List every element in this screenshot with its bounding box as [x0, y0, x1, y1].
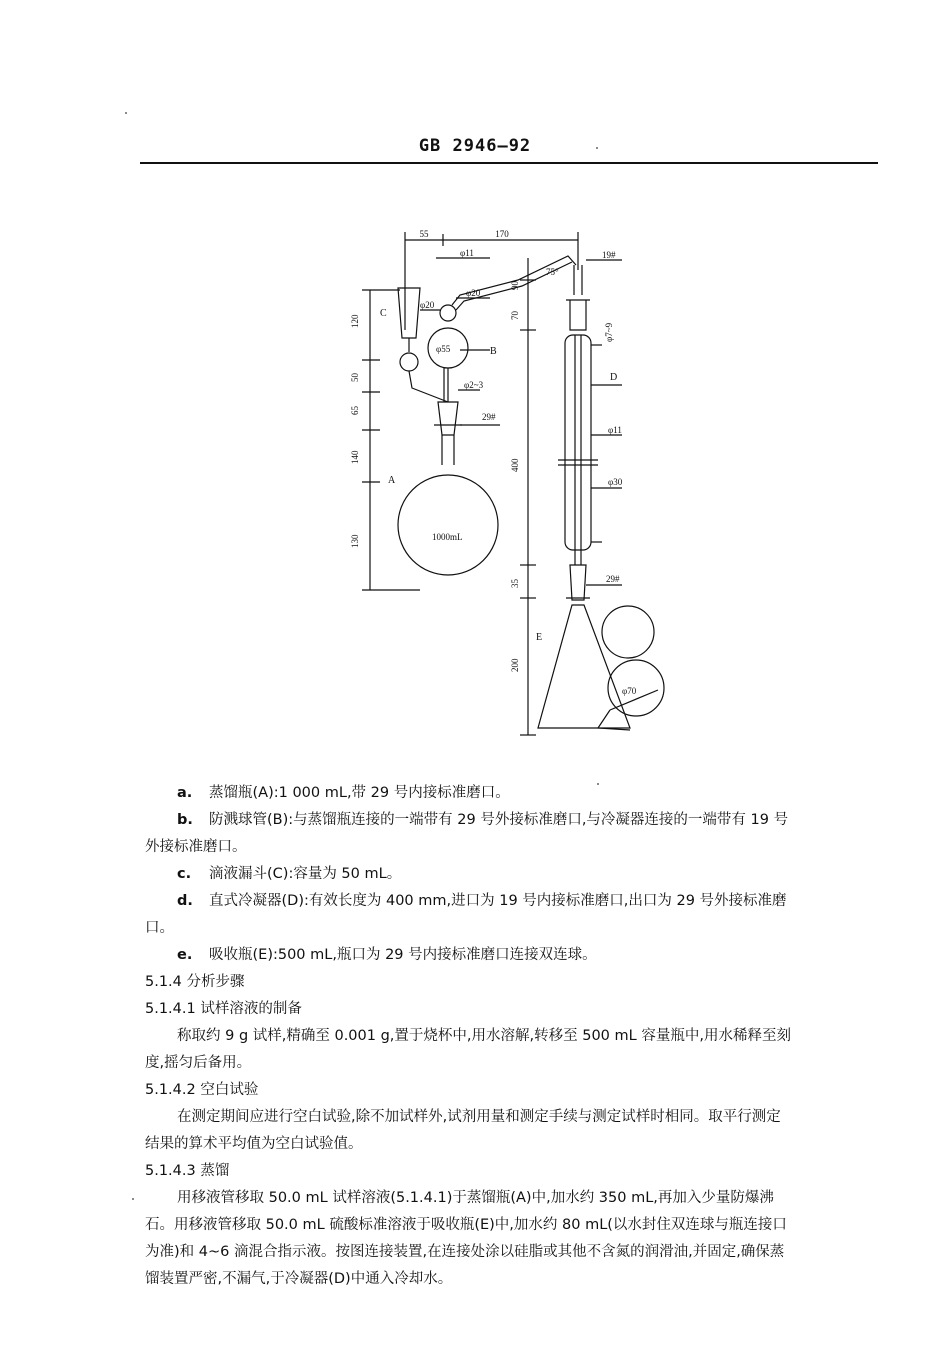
dim-55: 55	[419, 229, 429, 239]
list-item-d-cont: 口。	[145, 920, 174, 936]
distillation-apparatus-figure	[340, 220, 670, 760]
label-phi70: φ70	[622, 686, 637, 696]
dim-70: 70	[510, 311, 520, 320]
label-phi11-side: φ11	[608, 425, 622, 435]
paragraph-line: 为准)和 4~6 滴混合指示液。按图连接装置,在连接处涂以硅脂或其他不含氮的润滑油,并固定,确保蒸	[145, 1244, 785, 1260]
label-phi30: φ30	[608, 477, 623, 487]
paragraph-line: 用移液管移取 50.0 mL 试样溶液(5.1.4.1)于蒸馏瓶(A)中,加水约 350 mL,再加入少量防爆沸	[177, 1190, 774, 1206]
dim-170: 170	[495, 229, 509, 239]
dim-200: 200	[510, 658, 520, 672]
list-item-b: b. 防溅球管(B):与蒸馏瓶连接的一端带有 29 号外接标准磨口,与冷凝器连接的一端带有 19 号	[177, 812, 789, 828]
scan-speck	[132, 1198, 134, 1200]
label-phi7-9: φ7~9	[604, 322, 614, 342]
label-B: B	[490, 346, 497, 357]
dim-130: 130	[350, 534, 360, 548]
label-29-a: 29#	[482, 412, 496, 422]
dim-140: 140	[350, 450, 360, 464]
paragraph-line: 馏装置严密,不漏气,于冷凝器(D)中通入冷却水。	[145, 1271, 453, 1287]
dim-65: 65	[350, 406, 360, 415]
label-phi20-a: φ20	[420, 300, 435, 310]
paragraph-line: 度,摇匀后备用。	[145, 1055, 252, 1071]
list-item-e: e. 吸收瓶(E):500 mL,瓶口为 29 号内接标准磨口连接双连球。	[177, 947, 597, 963]
paragraph-line: 在测定期间应进行空白试验,除不加试样外,试剂用量和测定手续与测定试样时相同。取平行测定	[177, 1109, 781, 1125]
label-19: 19#	[602, 250, 616, 260]
label-A: A	[388, 475, 396, 486]
header-rule	[140, 162, 878, 164]
section-heading-5-1-4-3: 5.1.4.3 蒸馏	[145, 1163, 230, 1179]
dim-90: 90	[510, 281, 520, 290]
label-C: C	[380, 308, 387, 319]
dim-120: 120	[350, 314, 360, 328]
label-75: 75°	[546, 267, 559, 277]
paragraph-line: 结果的算术平均值为空白试验值。	[145, 1136, 363, 1152]
section-heading-5-1-4-2: 5.1.4.2 空白试验	[145, 1082, 259, 1098]
label-phi20-b: φ20	[466, 288, 481, 298]
dim-400: 400	[510, 458, 520, 472]
list-item-d: d. 直式冷凝器(D):有效长度为 400 mm,进口为 19 号内接标准磨口,出口为 29 号外接标准磨	[177, 893, 787, 909]
list-item-c: c. 滴液漏斗(C):容量为 50 mL。	[177, 866, 402, 882]
label-phi2-3: φ2~3	[464, 380, 484, 390]
list-item-b-cont: 外接标准磨口。	[145, 839, 247, 855]
dim-50: 50	[350, 373, 360, 382]
list-item-a: a. 蒸馏瓶(A):1 000 mL,带 29 号内接标准磨口。	[177, 785, 510, 801]
label-29-b: 29#	[606, 574, 620, 584]
paragraph-line: 石。用移液管移取 50.0 mL 硫酸标准溶液于吸收瓶(E)中,加水约 80 mL(以水封住双连球与瓶连接口	[145, 1217, 787, 1233]
section-heading-5-1-4: 5.1.4 分析步骤	[145, 974, 245, 990]
section-heading-5-1-4-1: 5.1.4.1 试样溶液的制备	[145, 1001, 302, 1017]
label-phi55: φ55	[436, 344, 451, 354]
scan-speck	[125, 112, 127, 114]
label-D: D	[610, 372, 618, 383]
label-E: E	[536, 632, 543, 643]
scan-speck	[596, 147, 598, 149]
label-1000ml: 1000mL	[432, 532, 463, 542]
page-header-code: GB 2946—92	[418, 136, 532, 156]
label-phi11-top: φ11	[460, 248, 474, 258]
dim-35: 35	[510, 579, 520, 588]
body-text	[145, 780, 885, 1293]
paragraph-line: 称取约 9 g 试样,精确至 0.001 g,置于烧杯中,用水溶解,转移至 500 mL 容量瓶中,用水稀释至刻	[177, 1028, 791, 1044]
